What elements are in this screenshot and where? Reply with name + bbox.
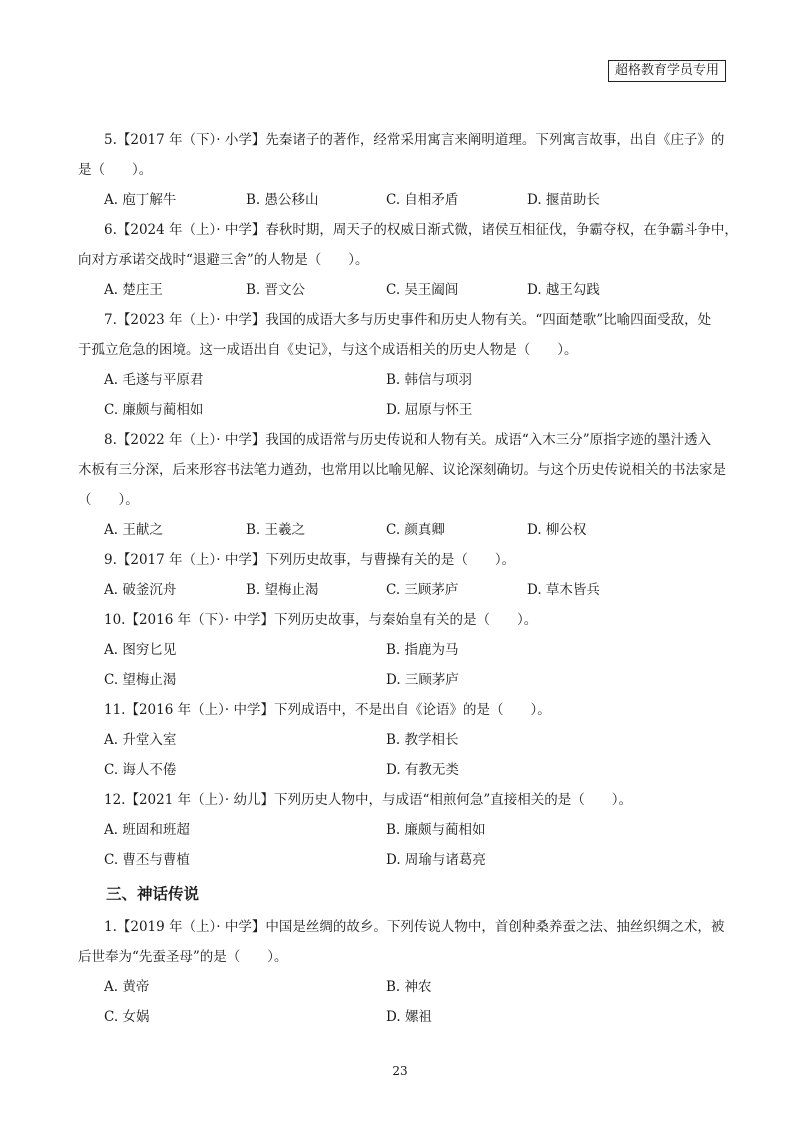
- question-12-option-d: D. 周瑜与诸葛亮: [386, 852, 486, 868]
- question-5-line-2: 是（ ）。: [78, 162, 153, 178]
- question-8-line-3: （ ）。: [78, 492, 139, 508]
- section3-question-1-option-b: B. 神农: [386, 979, 432, 995]
- question-11-option-c: C. 诲人不倦: [104, 762, 177, 778]
- question-6-line-1: 6.【2024 年（上）· 中学】春秋时期，周天子的权威日渐式微，诸侯互相征伐，争霸夺权，在争霸斗争中，: [104, 222, 738, 238]
- question-12-option-a: A. 班固和班超: [104, 822, 190, 838]
- section-heading: 三、神话传说: [106, 885, 200, 903]
- section3-question-1-option-d: D. 嫘祖: [386, 1009, 432, 1025]
- question-8-option-b: B. 王羲之: [246, 522, 306, 538]
- question-7-option-a: A. 毛遂与平原君: [104, 372, 204, 388]
- question-9-option-c: C. 三顾茅庐: [386, 582, 459, 598]
- question-9-option-b: B. 望梅止渴: [246, 582, 319, 598]
- question-8-option-d: D. 柳公权: [527, 522, 587, 538]
- question-9-option-d: D. 草木皆兵: [527, 582, 600, 598]
- question-7-option-b: B. 韩信与项羽: [386, 372, 473, 388]
- question-7-line-2: 于孤立危急的困境。这一成语出自《史记》，与这个成语相关的历史人物是（ ）。: [78, 342, 578, 358]
- header-tag: 超格教育学员专用: [608, 60, 726, 82]
- question-6-line-2: 向对方承诺交战时“退避三舍”的人物是（ ）。: [78, 252, 369, 268]
- question-8-option-c: C. 颜真卿: [386, 522, 445, 538]
- question-5-option-a: A. 庖丁解牛: [104, 192, 177, 208]
- question-5-option-c: C. 自相矛盾: [386, 192, 459, 208]
- question-8-option-a: A. 王献之: [104, 522, 163, 538]
- question-6-option-c: C. 吴王阖闾: [386, 282, 459, 298]
- section3-question-1-option-c: C. 女娲: [104, 1009, 150, 1025]
- question-7-line-1: 7.【2023 年（上）· 中学】我国的成语大多与历史事件和历史人物有关。“四面楚歌”比喻四面受敌，处: [104, 312, 712, 328]
- question-11-option-d: D. 有教无类: [386, 762, 459, 778]
- question-10-option-c: C. 望梅止渴: [104, 672, 177, 688]
- section3-question-1-line-2: 后世奉为“先蚕圣母”的是（ ）。: [78, 949, 288, 965]
- question-8-line-2: 木板有三分深，后来形容书法笔力遒劲，也常用以比喻见解、议论深刻确切。与这个历史传说相关的书法家是: [78, 462, 726, 478]
- question-12-line-1: 12.【2021 年（上）· 幼儿】下列历史人物中，与成语“相煎何急”直接相关的是（ ）。: [104, 792, 633, 808]
- section3-question-1-option-a: A. 黄帝: [104, 979, 150, 995]
- question-7-option-c: C. 廉颇与蔺相如: [104, 402, 204, 418]
- page-number: 23: [392, 1064, 408, 1078]
- question-10-option-d: D. 三顾茅庐: [386, 672, 459, 688]
- question-10-option-b: B. 指鹿为马: [386, 642, 459, 658]
- question-11-option-a: A. 升堂入室: [104, 732, 177, 748]
- question-5-option-b: B. 愚公移山: [246, 192, 319, 208]
- question-12-option-b: B. 廉颇与蔺相如: [386, 822, 486, 838]
- question-8-line-1: 8.【2022 年（上）· 中学】我国的成语常与历史传说和人物有关。成语“入木三分”原指字迹的墨汁透入: [104, 432, 712, 448]
- question-7-option-d: D. 屈原与怀王: [386, 402, 473, 418]
- question-5-option-d: D. 揠苗助长: [527, 192, 600, 208]
- question-10-option-a: A. 图穷匕见: [104, 642, 177, 658]
- question-9-line-1: 9.【2017 年（上）· 中学】下列历史故事，与曹操有关的是（ ）。: [104, 552, 516, 568]
- question-5-line-1: 5.【2017 年（下）· 小学】先秦诸子的著作，经常采用寓言来阐明道理。下列寓言故事，出自《庄子》的: [104, 132, 725, 148]
- section3-question-1-line-1: 1.【2019 年（上）· 中学】中国是丝绸的故乡。下列传说人物中，首创种桑养蚕之法、抽丝织绸之术，被: [104, 919, 725, 935]
- question-11-option-b: B. 教学相长: [386, 732, 459, 748]
- question-10-line-1: 10.【2016 年（下）· 中学】下列历史故事，与秦始皇有关的是（ ）。: [104, 612, 538, 628]
- question-11-line-1: 11.【2016 年（上）· 中学】下列成语中，不是出自《论语》的是（ ）。: [104, 702, 551, 718]
- question-9-option-a: A. 破釜沉舟: [104, 582, 177, 598]
- question-6-option-d: D. 越王勾践: [527, 282, 600, 298]
- question-6-option-a: A. 楚庄王: [104, 282, 163, 298]
- question-12-option-c: C. 曹丕与曹植: [104, 852, 190, 868]
- question-6-option-b: B. 晋文公: [246, 282, 306, 298]
